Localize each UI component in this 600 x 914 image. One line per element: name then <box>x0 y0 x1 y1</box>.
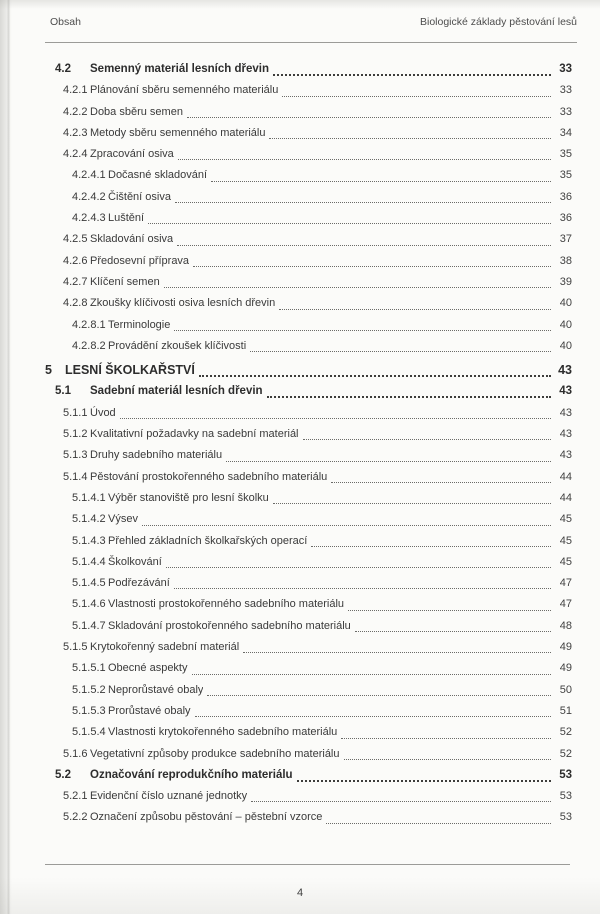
toc-entry-number: 5.2 <box>55 768 71 781</box>
toc-entry-page: 39 <box>559 275 572 288</box>
toc-entry-page: 47 <box>559 577 572 590</box>
toc-entry-title: Sadební materiál lesních dřevin <box>90 385 263 398</box>
toc-entry <box>0 616 572 637</box>
toc-entry <box>0 658 572 679</box>
toc-entry <box>0 293 572 314</box>
toc-entry-title: Přehled základních školkařských operací <box>108 534 308 547</box>
toc-entry-page: 40 <box>559 318 572 331</box>
toc-entry-page: 33 <box>559 105 572 118</box>
footer-rule <box>45 864 570 865</box>
toc-entry-title: Metody sběru semenného materiálu <box>90 126 266 139</box>
toc-entry <box>0 552 572 573</box>
toc-entry-page: 44 <box>559 470 572 483</box>
toc-entry-number: 5.1.4.7 <box>72 619 106 632</box>
dotted-leader <box>243 652 551 653</box>
toc-entry <box>0 360 572 381</box>
toc-entry-title: Druhy sadebního materiálu <box>90 449 223 462</box>
toc-entry <box>0 786 572 807</box>
toc-entry-number: 4.2.7 <box>63 275 88 288</box>
dotted-leader <box>120 418 551 419</box>
dotted-leader <box>174 588 551 589</box>
toc-entry-page: 45 <box>559 513 572 526</box>
toc-entry-number: 5.1.4.6 <box>72 598 106 611</box>
toc-entry <box>0 744 572 765</box>
header-rule <box>45 42 577 43</box>
toc-entry <box>0 467 572 488</box>
toc-entry-title: Prorůstavé obaly <box>108 704 191 717</box>
toc-entry <box>0 807 572 828</box>
toc-entry-page: 53 <box>559 768 572 781</box>
toc-entry-page: 35 <box>559 148 572 161</box>
toc-entry-number: 5.1.4.2 <box>72 513 106 526</box>
toc-entry-number: 5.1.3 <box>63 449 88 462</box>
dotted-leader <box>199 375 551 377</box>
toc-entry-title: Evidenční číslo uznané jednotky <box>90 790 248 803</box>
dotted-leader <box>311 546 551 547</box>
toc-entry-title: Semenný materiál lesních dřevin <box>90 63 269 75</box>
toc-entry <box>0 315 572 336</box>
toc-entry-number: 5.1 <box>55 385 71 398</box>
toc-entry-page: 35 <box>559 169 572 182</box>
toc-entry-page: 47 <box>559 598 572 611</box>
toc-entry-title: Označení způsobu pěstování – pěstební vzorce <box>90 811 323 824</box>
toc-entry-page: 40 <box>559 297 572 310</box>
toc-entry-page: 51 <box>559 704 572 717</box>
toc-entry-page: 48 <box>559 619 572 632</box>
dotted-leader <box>195 716 551 717</box>
dotted-leader <box>326 823 551 824</box>
toc-entry-number: 4.2.4.1 <box>72 169 106 182</box>
toc-entry-number: 5.1.5 <box>63 641 88 654</box>
toc-entry-number: 5.2.1 <box>63 790 88 803</box>
page-number: 4 <box>296 887 304 899</box>
toc-entry-page: 49 <box>559 662 572 675</box>
dotted-leader <box>211 181 551 182</box>
toc-entry-page: 38 <box>559 254 572 267</box>
toc-entry <box>0 187 572 208</box>
toc-entry-number: 5.1.5.4 <box>72 726 106 739</box>
toc-entry-number: 5.1.2 <box>63 428 88 441</box>
toc-entry-number: 4.2.6 <box>63 254 88 267</box>
dotted-leader <box>251 801 551 802</box>
toc-entry-number: 4.2.8.1 <box>72 318 106 331</box>
toc-entry-title: Čištění osiva <box>108 190 171 203</box>
dotted-leader <box>344 759 552 760</box>
toc-entry <box>0 381 572 402</box>
toc-entry-title: Zpracování osiva <box>90 148 174 161</box>
dotted-leader <box>177 245 551 246</box>
dotted-leader <box>279 309 551 310</box>
toc-entry-number: 4.2.2 <box>63 105 88 118</box>
toc-entry-title: Plánování sběru semenného materiálu <box>90 84 279 97</box>
toc-entry-page: 50 <box>559 683 572 696</box>
toc-entry-title: Skladování osiva <box>90 233 174 246</box>
toc-entry-number: 5.1.5.1 <box>72 662 106 675</box>
dotted-leader <box>273 503 551 504</box>
toc-entry-page: 40 <box>559 339 572 352</box>
toc-entry-page: 53 <box>559 811 572 824</box>
toc-entry-page: 36 <box>559 190 572 203</box>
toc-entry <box>0 251 572 272</box>
toc-entry-page: 37 <box>559 233 572 246</box>
toc-entry-title: Vlastnosti krytokořenného sadebního materiálu <box>108 726 338 739</box>
toc-entry <box>0 403 572 424</box>
dotted-leader <box>148 223 551 224</box>
toc-entry <box>0 208 572 229</box>
toc-entry <box>0 59 572 80</box>
toc-entry-number: 4.2.4 <box>63 148 88 161</box>
toc-entry <box>0 594 572 615</box>
toc-entry-page: 33 <box>559 63 572 75</box>
page-header <box>50 16 577 28</box>
toc-entry-page: 43 <box>558 363 572 378</box>
dotted-leader <box>187 117 551 118</box>
dotted-leader <box>175 202 551 203</box>
toc-entry-number: 4.2.5 <box>63 233 88 246</box>
toc-entry-number: 5.1.6 <box>63 747 88 760</box>
toc-entry-title: Dočasné skladování <box>108 169 208 182</box>
toc-entry-page: 52 <box>559 747 572 760</box>
toc-entry-title: Provádění zkoušek klíčivosti <box>108 339 247 352</box>
toc-entry-number: 5.1.5.3 <box>72 704 106 717</box>
toc-entry-page: 44 <box>559 491 572 504</box>
toc-entry <box>0 445 572 466</box>
toc-entry-number: 5.1.4 <box>63 470 88 483</box>
toc-entry-page: 43 <box>559 406 572 419</box>
toc-entry-page: 43 <box>559 428 572 441</box>
toc-entry-number: 4.2.1 <box>63 84 88 97</box>
toc-entry-title: Výsev <box>108 513 138 526</box>
toc-entry-number: 5.1.4.5 <box>72 577 106 590</box>
toc-entry-title: Vlastnosti prostokořenného sadebního materiálu <box>108 598 345 611</box>
toc-entry <box>0 229 572 250</box>
toc-entry-page: 45 <box>559 534 572 547</box>
dotted-leader <box>174 330 551 331</box>
dotted-leader <box>166 567 551 568</box>
toc-entry <box>0 488 572 509</box>
toc-entry-number: 5.1.4.1 <box>72 491 106 504</box>
toc-entry-page: 49 <box>559 641 572 654</box>
toc-entry-title: Podřezávání <box>108 577 170 590</box>
toc-entry <box>0 272 572 293</box>
dotted-leader <box>348 610 551 611</box>
toc-entry-title: Terminologie <box>108 318 171 331</box>
dotted-leader <box>178 159 551 160</box>
toc-entry <box>0 680 572 701</box>
toc-entry-page: 36 <box>559 212 572 225</box>
toc-entry-number: 5.1.4.4 <box>72 555 106 568</box>
toc-entry-title: Pěstování prostokořenného sadebního materiálu <box>90 470 328 483</box>
toc-entry-title: Úvod <box>90 406 116 419</box>
toc-entry-title: LESNÍ ŠKOLKAŘSTVÍ <box>65 363 195 378</box>
dotted-leader <box>193 266 551 267</box>
dotted-leader <box>164 287 551 288</box>
toc-entry-title: Skladování prostokořenného sadebního materiálu <box>108 619 351 632</box>
toc-entry-page: 52 <box>559 726 572 739</box>
toc-entry-number: 5.1.1 <box>63 406 88 419</box>
toc-entry-title: Neprorůstavé obaly <box>108 683 204 696</box>
toc-entry-title: Zkoušky klíčivosti osiva lesních dřevin <box>90 297 276 310</box>
toc-entry-page: 33 <box>559 84 572 97</box>
toc-entry <box>0 80 572 101</box>
toc-entry-title: Doba sběru semen <box>90 105 183 118</box>
toc-entry-page: 45 <box>559 555 572 568</box>
toc-entry <box>0 509 572 530</box>
toc-entry-number: 5.1.5.2 <box>72 683 106 696</box>
toc-entry-page: 53 <box>559 790 572 803</box>
toc-entry-page: 43 <box>559 449 572 462</box>
toc-entry <box>0 637 572 658</box>
table-of-contents <box>0 59 572 829</box>
toc-entry-number: 4.2.3 <box>63 126 88 139</box>
toc-entry <box>0 573 572 594</box>
toc-entry-title: Školkování <box>108 555 162 568</box>
toc-entry-title: Předosevní příprava <box>90 254 190 267</box>
toc-entry-title: Krytokořenný sadební materiál <box>90 641 240 654</box>
toc-entry-number: 4.2.8 <box>63 297 88 310</box>
dotted-leader <box>282 96 551 97</box>
dotted-leader <box>267 396 551 398</box>
header-book-title: Biologické základy pěstování lesů <box>419 16 577 28</box>
toc-entry-title: Klíčení semen <box>90 275 160 288</box>
header-section-label: Obsah <box>50 16 81 28</box>
dotted-leader <box>303 439 551 440</box>
toc-entry-title: Obecné aspekty <box>108 662 188 675</box>
dotted-leader <box>341 738 551 739</box>
toc-entry <box>0 165 572 186</box>
dotted-leader <box>226 461 551 462</box>
toc-entry-title: Vegetativní způsoby produkce sadebního materiálu <box>90 747 340 760</box>
toc-entry <box>0 123 572 144</box>
toc-entry-title: Luštění <box>108 212 145 225</box>
dotted-leader <box>297 780 551 782</box>
toc-entry-title: Kvalitativní požadavky na sadební materiál <box>90 428 299 441</box>
dotted-leader <box>273 74 551 76</box>
toc-entry-number: 4.2.4.3 <box>72 212 106 225</box>
toc-entry-title: Výběr stanoviště pro lesní školku <box>108 491 269 504</box>
toc-entry-page: 43 <box>559 385 572 398</box>
dotted-leader <box>142 525 551 526</box>
toc-entry <box>0 722 572 743</box>
toc-entry-number: 5.2.2 <box>63 811 88 824</box>
toc-entry-page: 34 <box>559 126 572 139</box>
toc-entry-number: 4.2.8.2 <box>72 339 106 352</box>
toc-entry <box>0 102 572 123</box>
page-footer <box>0 887 600 899</box>
dotted-leader <box>250 351 551 352</box>
toc-entry <box>0 336 572 357</box>
toc-entry <box>0 144 572 165</box>
dotted-leader <box>192 674 552 675</box>
toc-entry <box>0 424 572 445</box>
dotted-leader <box>331 482 551 483</box>
toc-entry-number: 5 <box>45 363 52 378</box>
toc-entry <box>0 531 572 552</box>
toc-entry-title: Označování reprodukčního materiálu <box>90 768 293 781</box>
dotted-leader <box>355 631 551 632</box>
toc-entry-number: 4.2 <box>55 63 71 75</box>
dotted-leader <box>269 138 551 139</box>
toc-entry <box>0 701 572 722</box>
toc-entry-number: 5.1.4.3 <box>72 534 106 547</box>
dotted-leader <box>207 695 551 696</box>
toc-entry <box>0 765 572 786</box>
toc-entry-number: 4.2.4.2 <box>72 190 106 203</box>
